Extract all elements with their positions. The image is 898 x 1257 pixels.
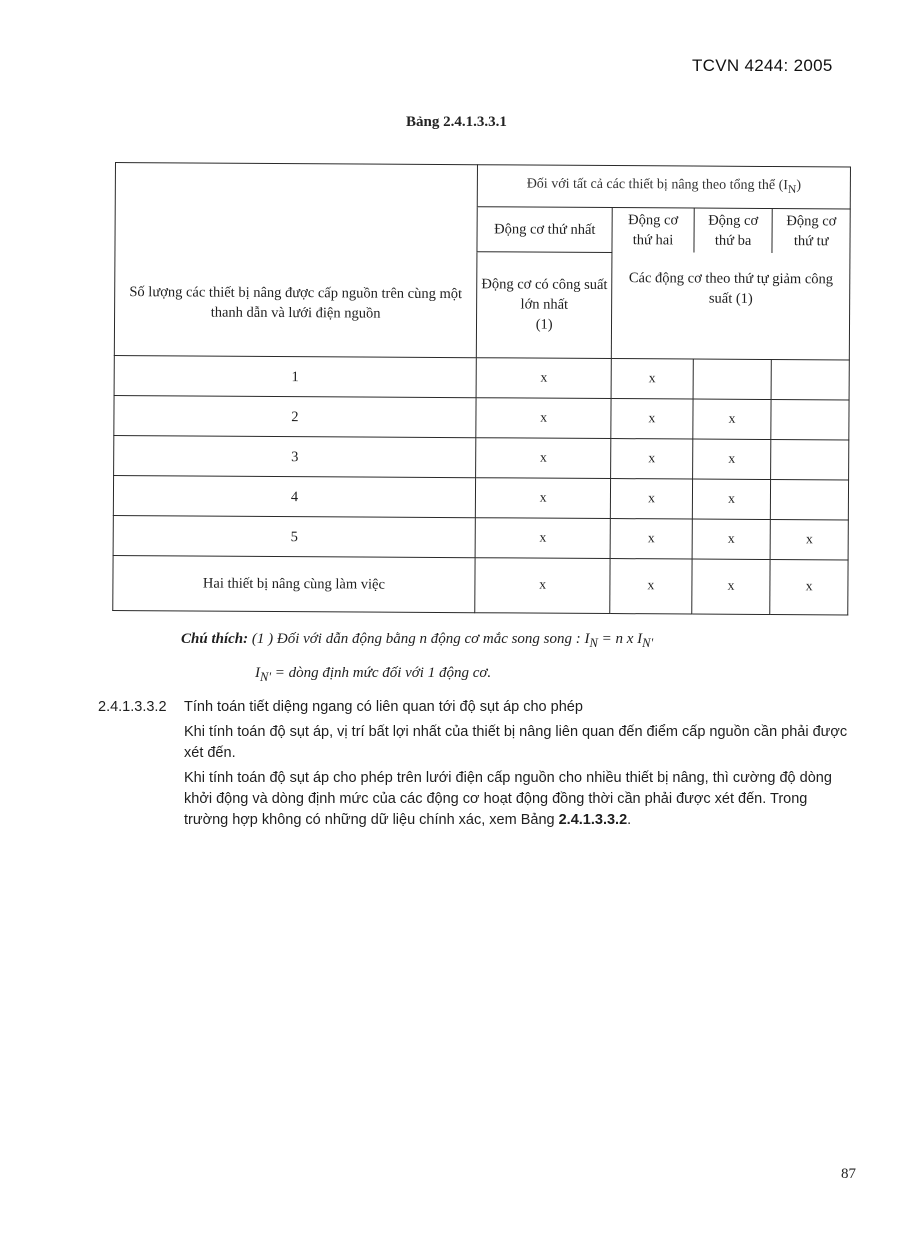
cell-motor-2: x: [611, 439, 693, 479]
cell-motor-3: x: [692, 439, 771, 479]
col-header-1: Động cơ thứ nhất: [477, 207, 613, 252]
cell-motor-1: x: [475, 558, 611, 614]
cell-motor-4: [771, 400, 849, 440]
note-text-2: = dòng định mức đối với 1 động cơ.: [271, 665, 492, 681]
col-header-3: Động cơ thứ ba: [694, 208, 773, 253]
cell-motor-4: x: [770, 560, 848, 615]
table-corner-cell: [115, 163, 477, 207]
note-line-1: [181, 631, 653, 651]
cell-motor-3: x: [692, 519, 771, 559]
cell-motor-4: [771, 480, 849, 520]
row-label: 2: [114, 395, 476, 437]
col-header-2: Động cơ thứ hai: [612, 208, 694, 253]
paragraph-2-end: .: [627, 812, 632, 828]
cell-motor-2: x: [610, 559, 692, 614]
table-row: [113, 555, 848, 614]
standard-code: TCVN 4244: 2005: [692, 56, 833, 75]
cell-motor-4: [771, 360, 849, 400]
table-reference: 2.4.1.3.3.2: [558, 812, 628, 828]
cell-motor-1: x: [475, 518, 611, 559]
row-label: 3: [114, 435, 476, 477]
col-header-4: Động cơ thứ tư: [772, 209, 850, 254]
table-row: [113, 515, 848, 559]
row-label: 4: [113, 475, 475, 517]
cell-motor-3: x: [691, 559, 770, 614]
other-motors-description: Các động cơ theo thứ tự giảm công suất (1): [612, 252, 850, 360]
table-title: Bảng 2.4.1.3.3.1: [406, 114, 507, 130]
row-label-header: Số lượng các thiết bị nâng được cấp nguồn trên cùng một thanh dẫn và lưới điện nguồn: [114, 249, 477, 358]
paragraph-2-text: Khi tính toán độ sụt áp cho phép trên lưới điện cấp nguồn cho nhiều thiết bị nâng, thì cường độ dòng khởi động và dòng định mức của các động cơ hoạt động đồng thời cần phải được xét đến. Trong trường hợp không có những dữ liệu chính xác, xem Bảng: [184, 770, 832, 828]
group-header-subscript: N: [787, 182, 797, 196]
note-subscript-b: N': [642, 636, 654, 650]
row-label-header-spacer: [115, 205, 477, 252]
group-header-text: Đối với tất cả các thiết bị nâng theo tổng thể (I: [526, 176, 789, 193]
section-number: 2.4.1.3.3.2: [98, 699, 167, 715]
cell-motor-2: x: [611, 479, 693, 519]
table-row: [114, 435, 849, 479]
cell-motor-1: x: [476, 438, 612, 479]
table-notes: [181, 631, 654, 684]
cell-motor-2: x: [611, 359, 693, 399]
section-heading: Tính toán tiết diệng ngang có liên quan tới độ sụt áp cho phép: [184, 699, 583, 715]
cell-motor-1: x: [476, 358, 612, 399]
cell-motor-3: x: [693, 399, 772, 439]
row-label: Hai thiết bị nâng cùng làm việc: [113, 555, 475, 612]
page-number: 87: [841, 1166, 856, 1182]
cell-motor-2: x: [610, 519, 692, 559]
note-text-1: (1 ) Đối với dẫn động bằng n động cơ mắc song song : I: [251, 631, 590, 647]
paragraph-2: [184, 768, 850, 831]
cell-motor-4: [771, 440, 849, 480]
note-variable-subscript: N': [260, 670, 272, 684]
note-label: Chú thích:: [181, 631, 249, 647]
note-line-2: [255, 665, 491, 685]
cell-motor-2: x: [611, 399, 693, 439]
note-variable: I: [255, 665, 260, 681]
note-subscript-a: N: [589, 636, 598, 650]
cell-motor-1: x: [476, 398, 612, 439]
cell-motor-4: x: [770, 520, 848, 560]
group-header-close: ): [796, 177, 802, 193]
cell-motor-3: [693, 359, 772, 399]
row-label: 1: [114, 355, 476, 397]
cell-motor-3: x: [692, 479, 771, 519]
motor-requirements-table: [112, 162, 851, 615]
table-row: [113, 475, 848, 519]
first-motor-ref: (1): [535, 316, 553, 333]
cell-motor-1: x: [475, 478, 611, 519]
row-label: 5: [113, 515, 475, 557]
first-motor-desc-text: Động cơ có công suất lớn nhất: [481, 276, 608, 314]
table-row: [114, 355, 849, 399]
first-motor-description: [476, 251, 612, 358]
group-header: [477, 165, 850, 209]
paragraph-1: Khi tính toán độ sụt áp, vị trí bất lợi nhất của thiết bị nâng liên quan đến điểm cấp nguồn cần phải được xét đến.: [184, 724, 848, 761]
note-text-1-mid: = n x I: [597, 631, 643, 647]
table-row: [114, 395, 849, 439]
